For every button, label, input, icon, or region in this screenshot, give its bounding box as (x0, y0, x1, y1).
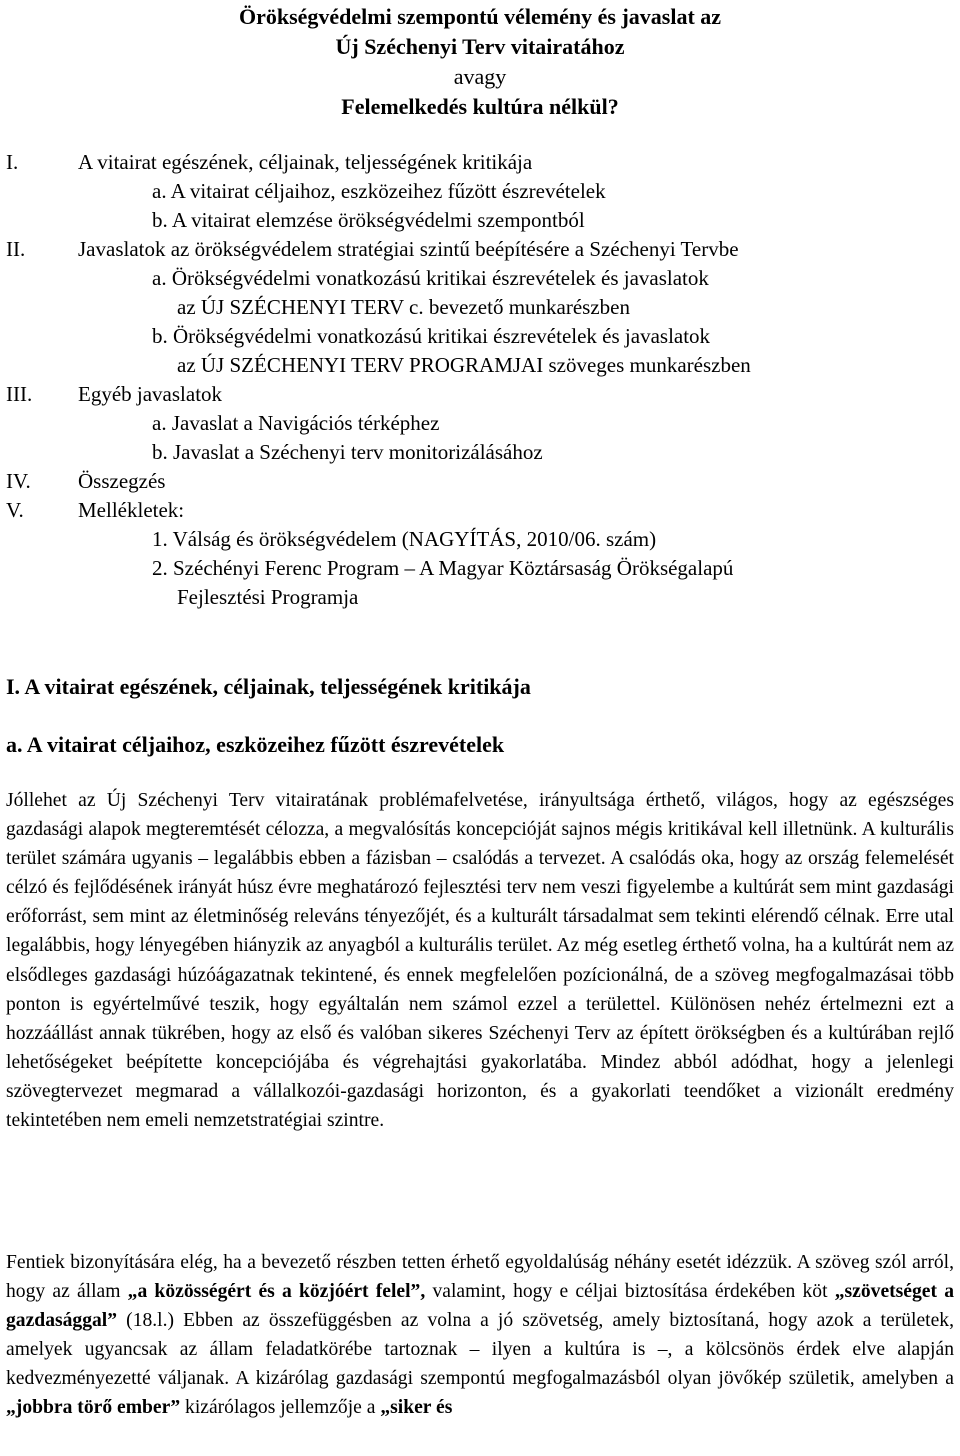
toc-row (0, 583, 960, 612)
subsection-a-heading: a. A vitairat céljaihoz, eszközeihez fűzött észrevételek (6, 732, 505, 757)
toc-row (0, 177, 960, 206)
toc-entry-text: a. A vitairat céljaihoz, eszközeihez fűzött észrevételek (152, 179, 606, 203)
paragraph-2-text-1: Fentiek bizonyítására elég, ha a bevezető részben tetten érhető egyoldalúság néhány esetét idézzük. A szöveg szól arról, hogy az állam (6, 1252, 954, 1303)
toc-row (0, 380, 960, 409)
toc-entry-text: A vitairat egészének, céljainak, teljességének kritikája (78, 150, 533, 174)
toc-entry-text: Fejlesztési Programja (177, 585, 359, 609)
toc-entry-text: az ÚJ SZÉCHENYI TERV c. bevezető munkarészben (177, 295, 630, 319)
toc-row (0, 351, 960, 380)
toc-row (0, 467, 960, 496)
toc-entry-text: 1. Válság és örökségvédelem (NAGYÍTÁS, 2010/06. szám) (152, 527, 657, 551)
toc-row (0, 235, 960, 264)
toc-row (0, 438, 960, 467)
table-of-contents (0, 148, 960, 612)
body-paragraph-1: Jóllehet az Új Széchenyi Terv vitairatának problémafelvetése, irányultsága érthető, világos, hogy az egészséges gazdasági alapok megteremtését célozza, a megvalósítás koncepcióját sajnos mégis kritikával kell illetnünk. A kulturális terület számára ugyanis – legalábbis ebben a fázisban – csalódás a tervezet. A csalódás oka, hogy az ország felemelését célzó és fejlődésének irányát húsz évre meghatározó fejlesztési terv nem veszi figyelembe a kultúrát sem mint gazdasági erőforrást, sem mint az életminőség releváns tényezőjét, és a kulturált társadalmat sem tekinti elérendő célnak. Erre utal legalábbis, hogy lényegében hiányzik az anyagból a kulturális terület. Az még esetleg érthető volna, ha a kultúrát nem az elsődleges gazdasági húzóágazatnak tekintené, és ennek megfelelően pozícionálná, de a szöveg megfogalmazásai több ponton is egyértelművé teszik, hogy egyáltalán nem számol ezzel a területtel. Különösen nehéz értelmezni ezt a hozzáállást annak tükrében, hogy az első és valóban sikeres Széchenyi Terv az épített örökségben és a kultúrában rejlő lehetőségeket beépítette koncepciójába és végrehajtási gyakorlatába. Mindez abból adódhat, hogy a jelenlegi szövegtervezet megmarad a vállalkozói-gazdasági horizonton, és a gyakorlati teendőket a vizionált eredmény tekintetében nem emeli nemzetstratégiai szintre. (6, 790, 954, 1132)
toc-row (0, 264, 960, 293)
toc-row (0, 148, 960, 177)
quote-siker: „siker és (380, 1397, 453, 1419)
toc-row (0, 206, 960, 235)
toc-entry-text: az ÚJ SZÉCHENYI TERV PROGRAMJAI szöveges munkarészben (177, 353, 751, 377)
quote-szovetseg: „szövetséget a gazdasággal” (6, 1281, 954, 1332)
title-line-3: avagy (453, 64, 507, 89)
toc-row (0, 496, 960, 525)
paragraph-2-text-4: kizárólagos jellemzője a (180, 1397, 381, 1419)
toc-row (0, 293, 960, 322)
toc-entry-text: b. Javaslat a Széchenyi terv monitorizálásához (152, 440, 543, 464)
toc-entry-text: 2. Széchényi Ferenc Program – A Magyar Köztársaság Örökségalapú (152, 556, 734, 580)
toc-entry-text: b. A vitairat elemzése örökségvédelmi szempontból (152, 208, 585, 232)
title-line-4: Felemelkedés kultúra nélkül? (341, 94, 619, 119)
toc-entry-text: Javaslatok az örökségvédelem stratégiai szintű beépítésére a Széchenyi Tervbe (78, 237, 739, 261)
toc-entry-text: a. Javaslat a Navigációs térképhez (152, 411, 440, 435)
toc-number: IV. (6, 469, 31, 493)
body-paragraph-2 (6, 1248, 954, 1423)
toc-row (0, 322, 960, 351)
quote-jobbra-toro: „jobbra törő ember” (6, 1397, 181, 1419)
toc-entry-text: Mellékletek: (78, 498, 185, 522)
title-line-2: Új Széchenyi Terv vitairatához (335, 34, 625, 59)
document-title (0, 2, 960, 122)
toc-number: V. (6, 498, 24, 522)
toc-number: III. (6, 382, 33, 406)
toc-entry-text: Összegzés (78, 469, 166, 493)
quote-kozosseg: „a közösségért és a közjóért felel”, (127, 1281, 426, 1303)
toc-number: II. (6, 237, 26, 261)
toc-row (0, 525, 960, 554)
toc-row (0, 409, 960, 438)
toc-entry-text: a. Örökségvédelmi vonatkozású kritikai észrevételek és javaslatok (152, 266, 709, 290)
toc-number: I. (6, 150, 19, 174)
paragraph-2-text-2: valamint, hogy e céljai biztosítása érdekében köt (425, 1281, 835, 1303)
toc-row (0, 554, 960, 583)
toc-entry-text: b. Örökségvédelmi vonatkozású kritikai észrevételek és javaslatok (152, 324, 711, 348)
toc-entry-text: Egyéb javaslatok (78, 382, 223, 406)
section-1-heading: I. A vitairat egészének, céljainak, teljességének kritikája (6, 674, 531, 699)
title-line-1: Örökségvédelmi szempontú vélemény és javaslat az (238, 4, 722, 29)
paragraph-2-text-3: (18.l.) Ebben az összefüggésben az volna a jó szövetség, amely biztosítaná, hogy azok a területek, amelyek ugyancsak az állam feladatkörébe tartoznak – ilyen a kultúra is –, a kölcsönös érdek elve alapján kedvezményezetté váljanak. A kizárólag gazdasági szempontú megfogalmazásból olyan jövőkép születik, amelyben a (6, 1310, 954, 1390)
